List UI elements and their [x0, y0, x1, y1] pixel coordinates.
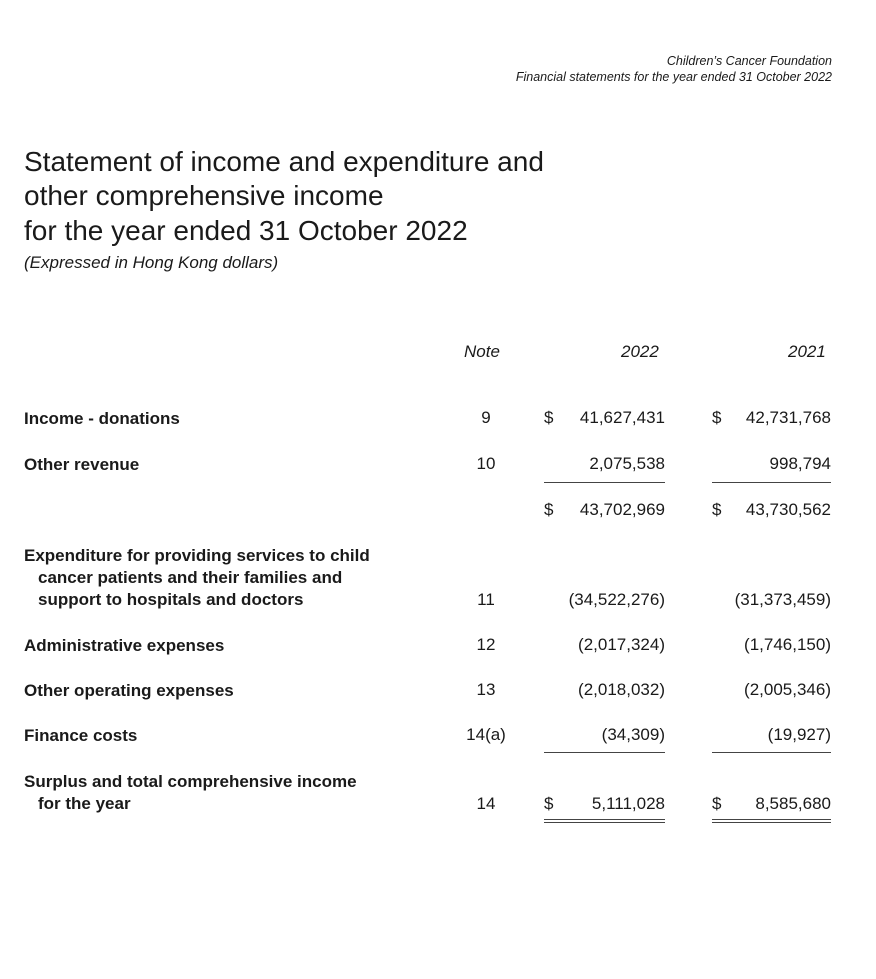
- amount-administrative-2022: (2,017,324): [578, 635, 665, 654]
- row-label-surplus-line-1: Surplus and total comprehensive income: [24, 772, 357, 791]
- page-title-line-2: other comprehensive income: [24, 180, 384, 211]
- currency-symbol: $: [544, 408, 554, 427]
- amount-expenditure-2022: (34,522,276): [568, 590, 665, 609]
- row-label-administrative: Administrative expenses: [24, 636, 225, 655]
- amount-other-operating-2021: (2,005,346): [744, 680, 831, 699]
- note-finance-costs: 14(a): [466, 725, 506, 744]
- page-title-line-1: Statement of income and expenditure and: [24, 146, 544, 177]
- double-rule-bottom-2021: [712, 822, 831, 823]
- row-label-other-revenue: Other revenue: [24, 455, 140, 474]
- total-rule-2022: [544, 752, 665, 753]
- note-other-operating: 13: [476, 680, 496, 699]
- currency-symbol: $: [712, 500, 722, 519]
- double-rule-bottom-2022: [544, 822, 665, 823]
- total-rule-2021: [712, 752, 831, 753]
- amount-donations-2022: 41,627,431: [579, 408, 665, 427]
- amount-finance-costs-2022: (34,309): [601, 725, 665, 744]
- column-header-2021: 2021: [788, 342, 826, 361]
- row-label-donations: Income - donations: [24, 409, 180, 428]
- currency-symbol: $: [712, 408, 722, 427]
- amount-other-revenue-2021: 998,794: [769, 454, 831, 473]
- note-other-revenue: 10: [476, 454, 496, 473]
- statement-period-subtitle: Financial statements for the year ended 31 October 2022: [515, 70, 832, 84]
- amount-finance-costs-2021: (19,927): [767, 725, 831, 744]
- row-label-expenditure-line-1: Expenditure for providing services to child: [24, 546, 370, 565]
- column-header-2022: 2022: [621, 342, 659, 361]
- note-donations: 9: [481, 408, 491, 427]
- amount-donations-2021: 42,731,768: [745, 408, 831, 427]
- amount-subtotal-2021: 43,730,562: [745, 500, 831, 519]
- page-title-line-3: for the year ended 31 October 2022: [24, 215, 468, 246]
- currency-note: (Expressed in Hong Kong dollars): [24, 253, 279, 272]
- organization-name: Children’s Cancer Foundation: [666, 54, 832, 68]
- note-surplus: 14: [476, 794, 496, 813]
- double-rule-top-2021: [712, 819, 831, 820]
- currency-symbol: $: [544, 500, 554, 519]
- amount-surplus-2022: 5,111,028: [591, 794, 665, 813]
- double-rule-top-2022: [544, 819, 665, 820]
- note-expenditure: 11: [477, 590, 495, 609]
- amount-administrative-2021: (1,746,150): [744, 635, 831, 654]
- row-label-expenditure-line-3: support to hospitals and doctors: [38, 590, 304, 609]
- subtotal-rule-2021: [712, 482, 831, 483]
- currency-symbol: $: [544, 794, 554, 813]
- row-label-finance-costs: Finance costs: [24, 726, 138, 745]
- amount-other-operating-2022: (2,018,032): [578, 680, 665, 699]
- subtotal-rule-2022: [544, 482, 665, 483]
- row-label-surplus-line-2: for the year: [38, 794, 131, 813]
- row-label-other-operating: Other operating expenses: [24, 681, 234, 700]
- note-administrative: 12: [476, 635, 496, 654]
- currency-symbol: $: [712, 794, 722, 813]
- row-label-expenditure-line-2: cancer patients and their families and: [38, 568, 343, 587]
- amount-surplus-2021: 8,585,680: [755, 794, 831, 813]
- amount-expenditure-2021: (31,373,459): [734, 590, 831, 609]
- column-header-note: Note: [464, 342, 500, 361]
- amount-subtotal-2022: 43,702,969: [579, 500, 665, 519]
- amount-other-revenue-2022: 2,075,538: [589, 454, 665, 473]
